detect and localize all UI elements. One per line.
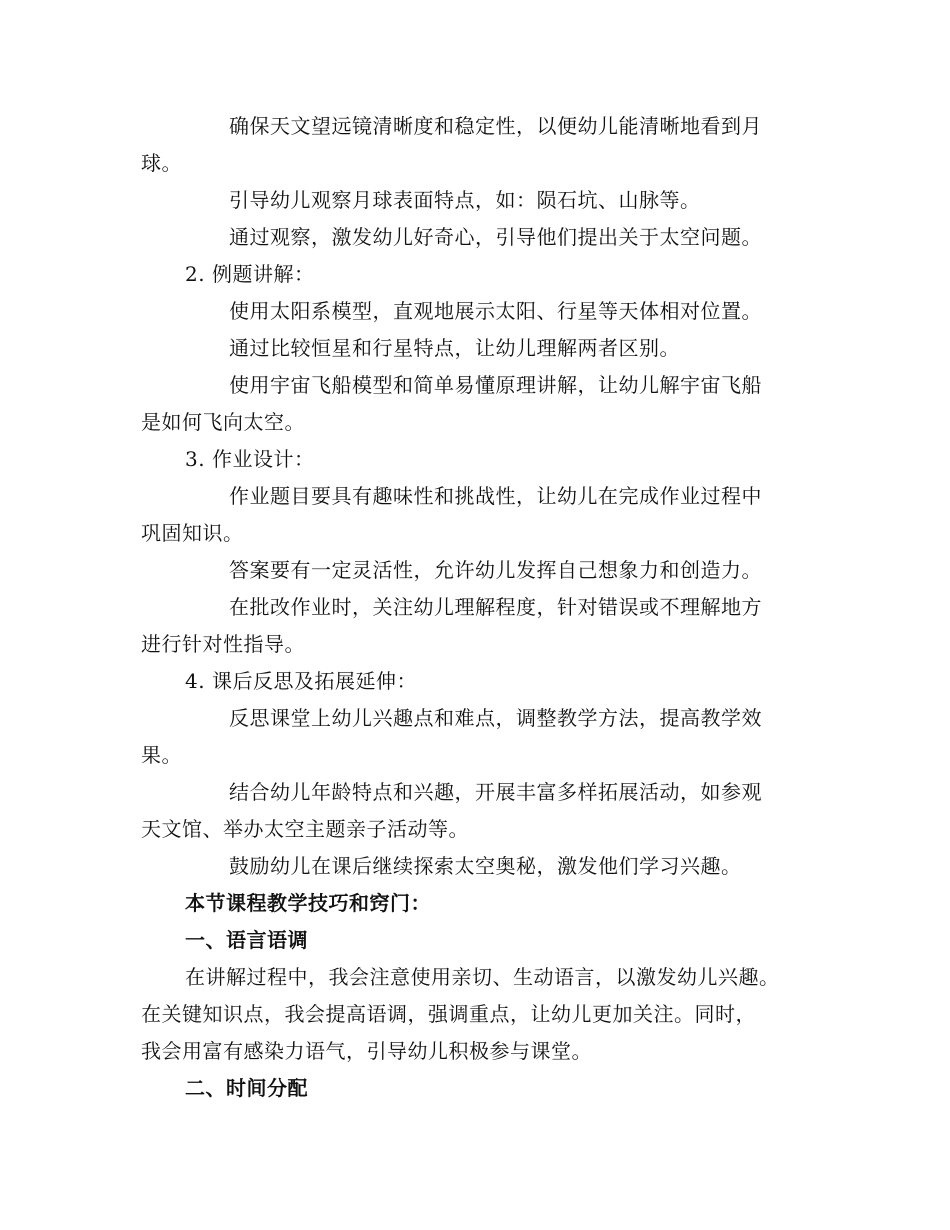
paragraph-line: 使用宇宙飞船模型和简单易懂原理讲解，让幼儿解宇宙飞船 [229, 373, 762, 397]
paragraph-line: 在关键知识点，我会提高语调，强调重点，让幼儿更加关注。同时， [141, 1002, 756, 1026]
list-item-heading: 2. 例题讲解： [185, 262, 315, 286]
document-body [141, 108, 813, 1107]
paragraph-line: 确保天文望远镜清晰度和稳定性，以便幼儿能清晰地看到月 [229, 114, 762, 138]
paragraph-line: 通过观察，激发幼儿好奇心，引导他们提出关于太空问题。 [229, 225, 762, 249]
paragraph-line: 引导幼儿观察月球表面特点，如：陨石坑、山脉等。 [229, 188, 701, 212]
paragraph-line: 在批改作业时，关注幼儿理解程度，针对错误或不理解地方 [229, 595, 762, 619]
paragraph-line: 鼓励幼儿在课后继续探索太空奥秘，激发他们学习兴趣。 [229, 854, 742, 878]
paragraph-line: 作业题目要具有趣味性和挑战性，让幼儿在完成作业过程中 [229, 484, 762, 508]
paragraph-line: 通过比较恒星和行星特点，让幼儿理解两者区别。 [229, 336, 680, 360]
paragraph-line: 是如何飞向太空。 [141, 410, 305, 434]
section-heading: 本节课程教学技巧和窍门： [185, 891, 431, 915]
section-heading: 一、语言语调 [185, 928, 308, 952]
section-heading: 二、时间分配 [185, 1076, 308, 1100]
paragraph-line: 巩固知识。 [141, 521, 244, 545]
paragraph-line: 天文馆、举办太空主题亲子活动等。 [141, 817, 469, 841]
list-item-heading: 4. 课后反思及拓展延伸： [185, 669, 417, 693]
paragraph-line: 结合幼儿年龄特点和兴趣，开展丰富多样拓展活动，如参观 [229, 780, 762, 804]
paragraph-line: 我会用富有感染力语气，引导幼儿积极参与课堂。 [141, 1039, 592, 1063]
paragraph-line: 反思课堂上幼儿兴趣点和难点，调整教学方法，提高教学效 [229, 706, 762, 730]
paragraph-line: 果。 [141, 743, 182, 767]
paragraph-line: 球。 [141, 151, 182, 175]
paragraph-line: 进行针对性指导。 [141, 632, 305, 656]
list-item-heading: 3. 作业设计： [185, 447, 315, 471]
paragraph-line: 答案要有一定灵活性，允许幼儿发挥自己想象力和创造力。 [229, 558, 762, 582]
paragraph-line: 使用太阳系模型，直观地展示太阳、行星等天体相对位置。 [229, 299, 762, 323]
paragraph-line: 在讲解过程中，我会注意使用亲切、生动语言，以激发幼儿兴趣。 [185, 965, 780, 989]
